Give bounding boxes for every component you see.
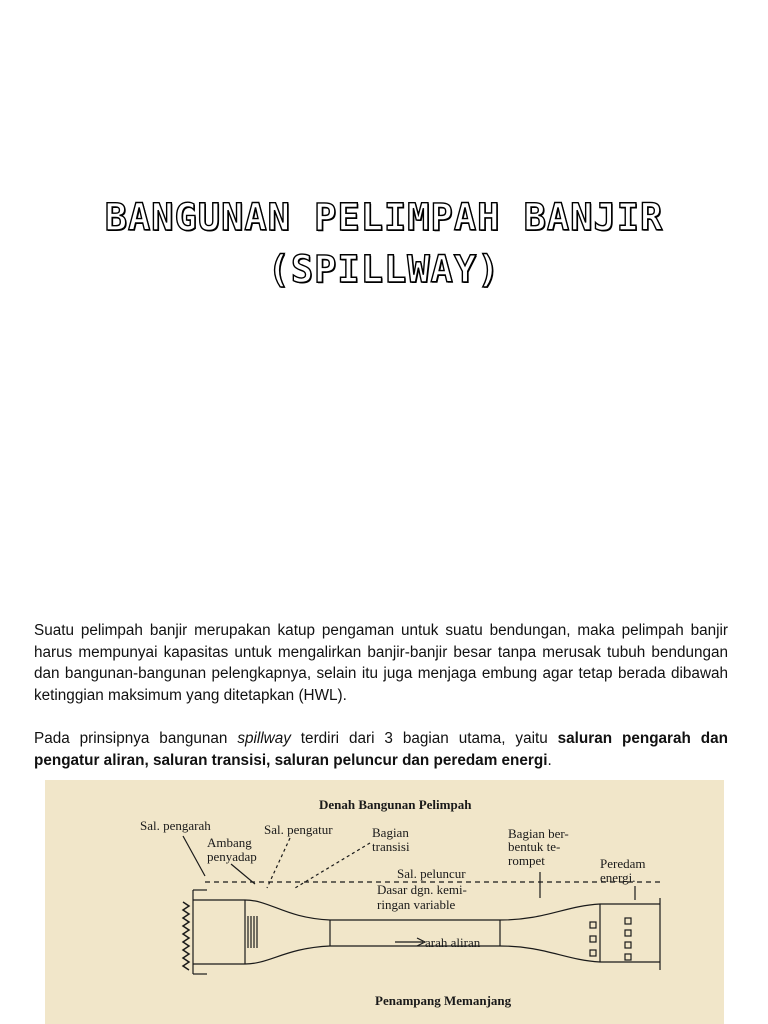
label-bentuk-te: bentuk te- bbox=[508, 839, 561, 854]
figure-title: Denah Bangunan Pelimpah bbox=[319, 797, 472, 812]
label-sal-pengarah: Sal. pengarah bbox=[140, 818, 211, 833]
p2-prefix: Pada prinsipnya bangunan bbox=[34, 730, 238, 747]
label-arah-aliran: arah aliran bbox=[425, 935, 481, 950]
spillway-plan-figure bbox=[45, 780, 724, 1024]
label-penampang: Penampang Memanjang bbox=[375, 993, 512, 1008]
spillway-plan-drawing bbox=[45, 780, 724, 1024]
label-transisi: transisi bbox=[372, 839, 410, 854]
title-line-1: BANGUNAN PELIMPAH BANJIR bbox=[104, 196, 664, 239]
leader-sal-pengarah bbox=[183, 836, 205, 876]
leader-sal-pengatur bbox=[267, 838, 290, 888]
page-title bbox=[0, 192, 768, 296]
label-bagian-berbentuk: Bagian ber- bbox=[508, 826, 569, 841]
label-rompet: rompet bbox=[508, 853, 545, 868]
title-line-2: (SPILLWAY) bbox=[267, 248, 501, 291]
label-ringan: ringan variable bbox=[377, 897, 456, 912]
p2-bold: saluran pengarah dan pengatur aliran, saluran transisi, saluran peluncur dan peredam energi bbox=[34, 730, 728, 769]
leader-ambang bbox=[231, 864, 255, 884]
label-penyadap: penyadap bbox=[207, 849, 257, 864]
label-energi: energi. bbox=[600, 870, 636, 885]
p2-suffix: . bbox=[547, 751, 552, 769]
label-peredam: Peredam bbox=[600, 856, 646, 871]
riprap-left bbox=[183, 902, 189, 970]
label-ambang: Ambang bbox=[207, 835, 252, 850]
p2-middle: terdiri dari 3 bagian utama, yaitu bbox=[290, 730, 558, 747]
leader-bagian-transisi bbox=[295, 843, 370, 888]
label-dasar: Dasar dgn. kemi- bbox=[377, 882, 467, 897]
p2-italic: spillway bbox=[237, 730, 291, 747]
label-bagian: Bagian bbox=[372, 825, 409, 840]
label-sal-peluncur: Sal. peluncur bbox=[397, 866, 466, 881]
intro-paragraph: Suatu pelimpah banjir merupakan katup pengaman untuk suatu bendungan, maka pelimpah banjir harus mempunyai kapasitas untuk mengalirkan banjir-banjir besar tanpa merusak tubuh bendungan dan bangunan-bangunan pelengkapnya, selain itu juga menjaga embung agar tetap berada dibawah ketinggian maksimum yang ditetapkan (HWL). bbox=[34, 622, 728, 704]
components-paragraph bbox=[34, 728, 728, 771]
label-sal-pengatur: Sal. pengatur bbox=[264, 822, 333, 837]
